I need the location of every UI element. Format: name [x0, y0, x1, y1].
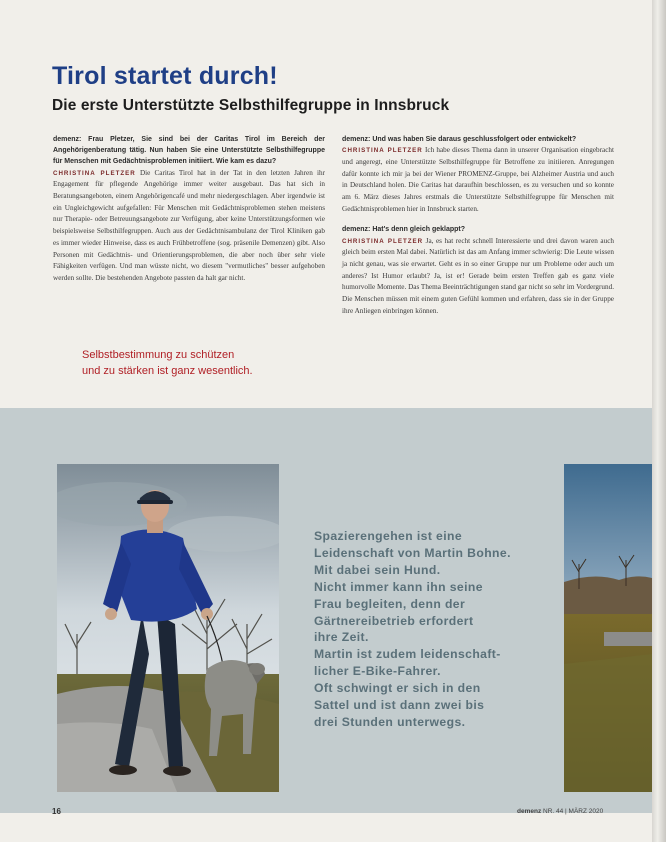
caption-line: licher E-Bike-Fahrer. — [314, 664, 441, 679]
caption-line: Leidenschaft von Martin Bohne. — [314, 545, 511, 560]
interview-question: demenz: Hat's denn gleich geklappt? — [342, 226, 466, 234]
page-edge — [652, 0, 666, 842]
answer-text: Die Caritas Tirol hat in der Tat in den letzten Jahren ihr Engagement für pflegende Angehörige immer weiter ausgebaut. Das hat sich in Beratungsangeboten, einem Angehörigencafé und mehr niedergeschlagen. Aber irgendwie ist ein Ungleichgewicht aufgefallen: Für Menschen mit Gedächtnisproblemen stehen meistens nur Therapie- oder Betreuungsangebote zur Verfügung, aber keine Unterstützungsformen wie beispielsweise Selbsthilfegruppen. Auch aus der Gedächtnisambulanz der Tirol Kliniken gab es immer wieder Hinweise, dass es auch Frühbetroffene (sog. präsenile Demenzen) gibt. Also Personen mit Gedächtnis- und Orientierungsproblemen, die aber noch über sehr viele Fähigkeiten verfügen. Und man wüsste nicht, wo diesem "vermutliches" besser aufgehoben werden sollte. Die bestehenden Angebote passten da halt gar nicht. — [53, 168, 325, 282]
interview-answer — [53, 168, 325, 285]
speaker-name: CHRISTINA PLETZER — [342, 147, 423, 155]
page-subtitle: Die erste Unterstützte Selbsthilfegruppe in Innsbruck — [52, 97, 450, 114]
caption-line: Mit dabei sein Hund. — [314, 562, 441, 577]
footer-magazine — [517, 808, 603, 815]
issue-info: NR. 44 | MÄRZ 2020 — [543, 808, 604, 815]
caption-line: Oft schwingt er sich in den — [314, 681, 481, 696]
photo-man-with-dog — [57, 464, 279, 792]
pull-quote — [82, 347, 302, 379]
caption-line: Spazierengehen ist eine — [314, 529, 463, 543]
interview-question: demenz: Und was haben Sie daraus geschlussfolgert oder entwickelt? — [342, 136, 577, 143]
page-number: 16 — [52, 807, 61, 816]
interview-answer — [342, 236, 614, 318]
caption-line: Martin ist zudem leidenschaft- — [314, 647, 501, 662]
caption-line: Frau begleiten, denn der — [314, 596, 466, 611]
caption-line: Gärtnereibetrieb erfordert — [314, 613, 474, 628]
interview-column-right — [342, 134, 614, 318]
pull-quote-line: Selbstbestimmung zu schützen — [82, 349, 235, 361]
caption-line: Sattel und ist dann zwei bis — [314, 698, 485, 713]
photo-caption — [314, 528, 554, 731]
speaker-name: CHRISTINA PLETZER — [53, 169, 136, 177]
interview-question: demenz: Frau Pletzer, Sie sind bei der Caritas Tirol im Bereich der Angehörigenberatung tätig. Nun haben Sie eine Unterstützte Selbsthilfegruppe für Menschen mit Gedächtnisproblemen initiiert. Wie kam es dazu? — [53, 136, 325, 166]
magazine-name: demenz — [517, 808, 542, 815]
interview-column-left — [53, 134, 325, 285]
caption-line: Nicht immer kann ihn seine — [314, 579, 483, 594]
pull-quote-line: und zu stärken ist ganz wesentlich. — [82, 365, 253, 377]
interview-answer — [342, 145, 614, 215]
answer-text: Ich habe dieses Thema dann in unserer Organisation eingebracht und angeregt, eine Unterstützte Selbsthilfegruppe für Betroffene zu initiieren. Anregungen dafür konnte ich mir ja bei der Wiener PROMENZ-Gruppe, bei Alzheimer Austria und auch in Deutschland holen. Die Caritas hat daraufhin beschlossen, es zu versuchen und so konnte am 6. März dieses Jahres erstmals die Unterstützte Selbsthilfegruppe für Menschen mit Gedächtnisproblemen hier in Innsbruck starten. — [342, 146, 615, 213]
photo-landscape — [564, 464, 652, 792]
page-title: Tirol startet durch! — [52, 62, 278, 90]
caption-line: drei Stunden unterwegs. — [314, 714, 466, 729]
caption-line: ihre Zeit. — [314, 630, 369, 645]
answer-text: Ja, es hat recht schnell Interessierte und drei davon waren auch gleich beim ersten Mal dabei. Natürlich ist das am Anfang immer schwierig: Die Leute wissen ja nicht genau, was sie erwartet. Geht es in so einer Gruppe nur um Probleme oder auch um anderes? Ist Humor erlaubt? Ja, ist er! Gerade beim ersten Treffen gab es ganz viele humorvolle Momente. Das Thema Beeinträchtigungen stand gar nicht so sehr im Vordergrund. Die Menschen müssen mit einem guten Gefühl kommen und erfahren, dass sie in der Gruppe ihre Anliegen einbringen können. — [342, 236, 614, 315]
speaker-name: CHRISTINA PLETZER — [342, 237, 424, 245]
